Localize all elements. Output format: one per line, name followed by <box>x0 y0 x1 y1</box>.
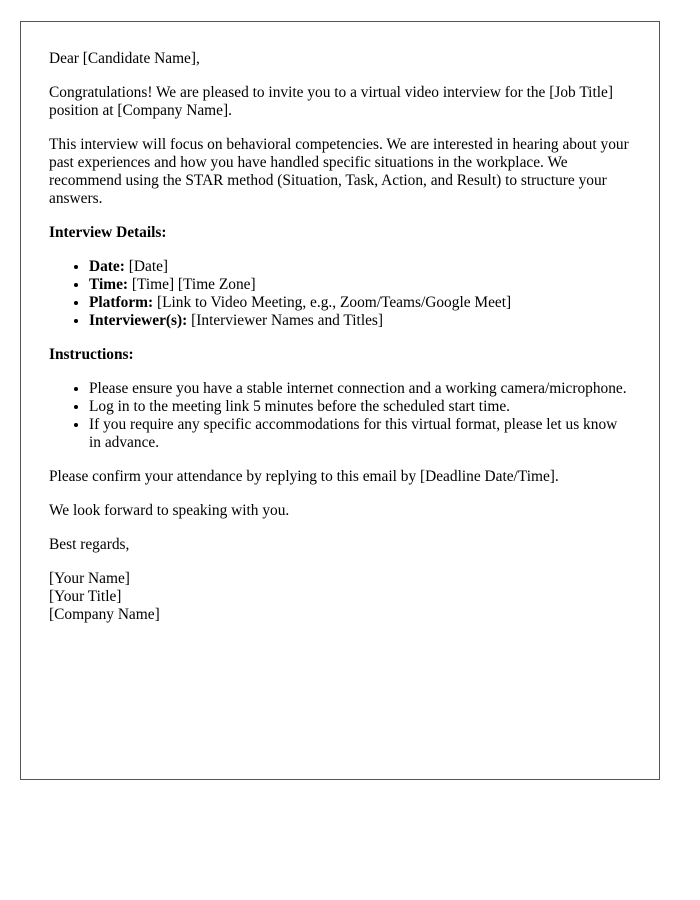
instruction-item: • If you require any specific accommodations for this virtual format, please let us know in advance. <box>89 416 631 452</box>
detail-date <box>89 258 631 276</box>
detail-value: [Interviewer Names and Titles] <box>187 312 384 329</box>
intro-paragraph: Congratulations! We are pleased to invite you to a virtual video interview for the [Job Title] position at [Company Name]. <box>49 84 613 119</box>
detail-interviewers <box>89 312 631 330</box>
detail-value: [Time] [Time Zone] <box>128 276 256 293</box>
detail-label: Time: <box>89 276 129 293</box>
interview-details-list <box>49 258 631 330</box>
letter-container <box>20 21 660 780</box>
confirm-paragraph: Please confirm your attendance by replying to this email by [Deadline Date/Time]. <box>49 468 559 485</box>
focus-paragraph: This interview will focus on behavioral competencies. We are interested in hearing about your past experiences and how you have handled specific situations in the workplace. We recommend using the STAR method (Situation, Task, Action, and Result) to structure your answers. <box>49 136 629 207</box>
detail-label: Date: <box>89 258 125 275</box>
detail-value: [Link to Video Meeting, e.g., Zoom/Teams/Google Meet] <box>153 294 512 311</box>
signature-title: [Your Title] <box>49 588 122 605</box>
detail-label: Platform: <box>89 294 154 311</box>
greeting: Dear [Candidate Name], <box>49 50 200 67</box>
instruction-item: • Log in to the meeting link 5 minutes before the scheduled start time. <box>89 398 631 416</box>
detail-value: [Date] <box>124 258 169 275</box>
instructions-heading: Instructions: <box>49 346 134 363</box>
signature-name: [Your Name] <box>49 570 130 587</box>
closing-line: We look forward to speaking with you. <box>49 502 290 519</box>
signature-block <box>49 570 631 624</box>
interview-details-heading: Interview Details: <box>49 224 167 241</box>
instructions-list <box>49 380 631 452</box>
detail-label: Interviewer(s): <box>89 312 188 329</box>
detail-time <box>89 276 631 294</box>
signature-company: [Company Name] <box>49 606 160 623</box>
detail-platform <box>89 294 631 312</box>
instruction-item: • Please ensure you have a stable internet connection and a working camera/microphone. <box>89 380 631 398</box>
signoff: Best regards, <box>49 536 130 553</box>
